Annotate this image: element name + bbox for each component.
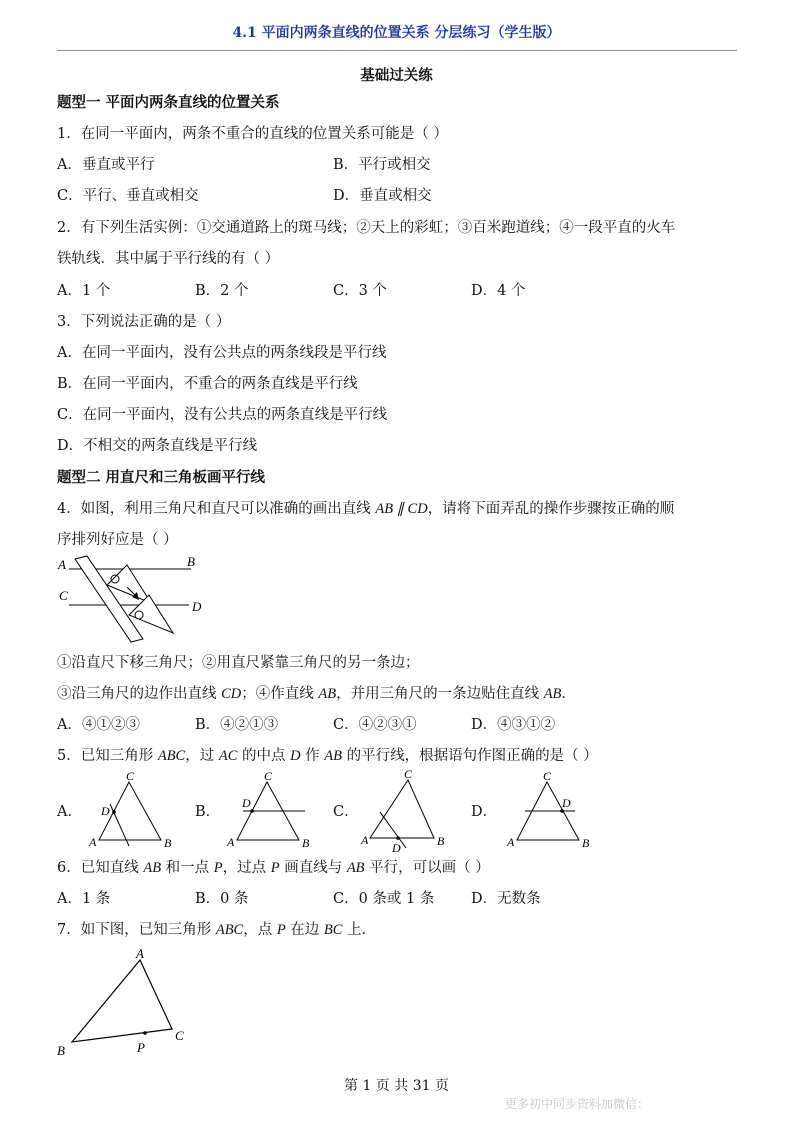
q3-option-d: D．不相交的两条直线是平行线 <box>57 438 258 454</box>
q1-option-a: A．垂直或平行 <box>57 157 155 173</box>
q2-stem-line1: 2．有下列生活实例：①交通道路上的斑马线；②天上的彩虹；③百米跑道线；④一段平直的火车 <box>57 220 676 236</box>
watermark-text: 更多初中同步资料加微信： <box>505 1097 650 1111</box>
q4-option-b: B．④②①③ <box>195 717 279 733</box>
svg-text:A: A <box>227 835 235 849</box>
svg-text:A: A <box>89 835 97 849</box>
q7-figure <box>52 945 202 1063</box>
label-a: A <box>136 946 144 961</box>
q4-option-d: D．④③①② <box>471 717 556 733</box>
svg-text:D: D <box>562 796 571 810</box>
label-c: C <box>175 1028 184 1043</box>
q6-option-d: D．无数条 <box>471 891 541 907</box>
q4-option-c: C．④②③① <box>333 717 417 733</box>
type1-heading: 题型一 平面内两条直线的位置关系 <box>57 94 280 111</box>
q6-option-b: B．0 条 <box>195 891 249 907</box>
svg-text:A: A <box>507 835 515 849</box>
q3-option-b: B．在同一平面内，不重合的两条直线是平行线 <box>57 376 358 392</box>
section-title: 基础过关练 <box>360 67 433 84</box>
q5-figure-d <box>505 770 600 852</box>
type2-heading: 题型二 用直尺和三角板画平行线 <box>57 469 266 486</box>
q3-option-a: A．在同一平面内，没有公共点的两条线段是平行线 <box>57 345 387 361</box>
q4-option-a: A．④①②③ <box>57 717 140 733</box>
q1-option-b: B．平行或相交 <box>333 157 431 173</box>
label-d: D <box>192 599 202 614</box>
svg-text:C: C <box>404 768 413 781</box>
svg-text:C: C <box>543 770 552 783</box>
q4-steps-line1: ①沿直尺下移三角尺；②用直尺紧靠三角尺的另一条边； <box>57 655 420 671</box>
q2-stem-line2: 铁轨线．其中属于平行线的有（ ） <box>57 251 280 267</box>
q6-option-a: A．1 条 <box>57 891 111 907</box>
q5-option-a: A． <box>57 804 82 820</box>
q2-option-c: C．3 个 <box>333 283 387 299</box>
label-a: A <box>58 557 66 572</box>
svg-text:D: D <box>101 804 110 818</box>
svg-text:C: C <box>126 770 135 783</box>
svg-text:D: D <box>392 841 401 854</box>
label-b: B <box>187 555 195 569</box>
svg-text:D: D <box>242 796 251 810</box>
svg-text:B: B <box>164 836 172 850</box>
svg-text:C: C <box>264 770 273 783</box>
q5-figure-c <box>358 768 453 854</box>
q4-stem-line1: 4．如图，利用三角尺和直尺可以准确的画出直线 AB ∥ CD，请将下面弄乱的操作步骤按正确的顺 <box>57 501 675 517</box>
svg-text:B: B <box>302 836 310 850</box>
q6-stem: 6．已知直线 AB 和一点 P，过点 P 画直线与 AB 平行，可以画（ ） <box>57 860 490 876</box>
label-b: B <box>57 1043 65 1058</box>
q7-stem: 7．如下图，已知三角形 ABC，点 P 在边 BC 上． <box>57 922 377 938</box>
svg-text:A: A <box>361 833 369 847</box>
q6-option-c: C．0 条或 1 条 <box>333 891 435 907</box>
page-footer: 第 1 页 共 31 页 <box>344 1078 449 1094</box>
q5-option-b: B． <box>195 804 221 820</box>
q4-stem-line2: 序排列好应是（ ） <box>57 532 178 548</box>
q5-stem: 5．已知三角形 ABC，过 AC 的中点 D 作 AB 的平行线，根据语句作图正确的是（ ） <box>57 748 598 764</box>
label-c: C <box>59 588 68 603</box>
q3-option-c: C．在同一平面内，没有公共点的两条直线是平行线 <box>57 407 388 423</box>
header-divider <box>57 50 737 51</box>
q1-option-c: C．平行、垂直或相交 <box>57 188 199 204</box>
page-header-title: 4.1 平面内两条直线的位置关系 分层练习（学生版） <box>232 25 561 41</box>
q1-option-d: D．垂直或相交 <box>333 188 432 204</box>
q4-steps-line2: ③沿三角尺的边作出直线 CD；④作直线 AB，并用三角尺的一条边贴住直线 AB． <box>57 686 576 702</box>
svg-text:B: B <box>437 834 445 848</box>
q5-option-d: D． <box>471 804 498 820</box>
q1-stem: 1．在同一平面内，两条不重合的直线的位置关系可能是（ ） <box>57 126 448 142</box>
q2-option-b: B．2 个 <box>195 283 249 299</box>
svg-text:B: B <box>582 836 590 850</box>
label-p: P <box>137 1040 145 1055</box>
q3-stem: 3．下列说法正确的是（ ） <box>57 314 231 330</box>
q5-figure-b <box>225 770 320 852</box>
q4-figure <box>55 555 215 650</box>
q5-option-c: C． <box>333 804 359 820</box>
q5-figure-a <box>85 770 180 852</box>
q2-option-a: A．1 个 <box>57 283 111 299</box>
q2-option-d: D．4 个 <box>471 283 526 299</box>
